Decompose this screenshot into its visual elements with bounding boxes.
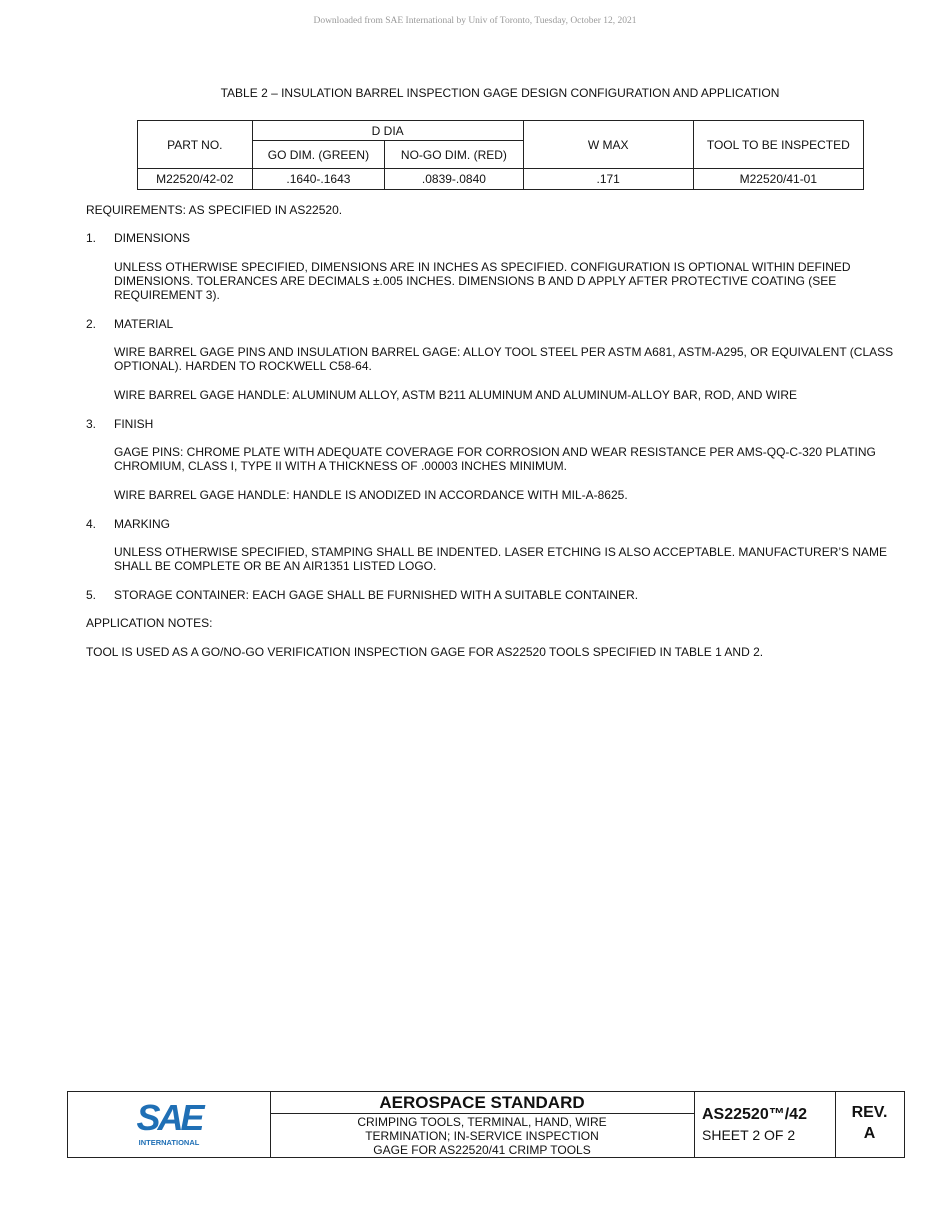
- item-title-marking: MARKING: [114, 517, 171, 531]
- item-number: 4.: [86, 517, 97, 531]
- header-nogo-dim: NO-GO DIM. (RED): [385, 141, 523, 169]
- item-title-dimensions: DIMENSIONS: [114, 231, 191, 245]
- header-tool: TOOL TO BE INSPECTED: [693, 121, 863, 169]
- header-go-dim: GO DIM. (GREEN): [252, 141, 385, 169]
- item-number: 2.: [86, 317, 97, 331]
- header-w-max: W MAX: [523, 121, 693, 169]
- revision-value: A: [863, 1125, 876, 1142]
- download-watermark: Downloaded from SAE International by Univ of Toronto, Tuesday, October 12, 2021: [313, 16, 637, 26]
- item-number: 5.: [86, 588, 97, 602]
- item-number: 1.: [86, 231, 97, 245]
- description-line: TERMINATION; IN-SERVICE INSPECTION: [365, 1129, 599, 1143]
- marking-text: UNLESS OTHERWISE SPECIFIED, STAMPING SHALL BE INDENTED. LASER ETCHING IS ALSO ACCEPTABLE. MANUFACTURER’S NAME SHALL BE COMPLETE OR BE AN AIR1351 LISTED LOGO.: [114, 545, 888, 573]
- finish-text-1: GAGE PINS: CHROME PLATE WITH ADEQUATE COVERAGE FOR CORROSION AND WEAR RESISTANCE PER AMS-QQ-C-320 PLATING CHROMIUM, CLASS I, TYPE II WITH A THICKNESS OF .00003 INCHES MINIMUM.: [114, 445, 876, 473]
- sae-logo-text: SAE: [136, 1097, 202, 1138]
- cell-go: .1640-.1643: [252, 169, 385, 190]
- gage-spec-table: [137, 120, 864, 190]
- finish-text-2: WIRE BARREL GAGE HANDLE: HANDLE IS ANODIZED IN ACCORDANCE WITH MIL-A-8625.: [114, 488, 628, 502]
- cell-w-max: .171: [523, 169, 693, 190]
- item-title-storage: STORAGE CONTAINER: EACH GAGE SHALL BE FURNISHED WITH A SUITABLE CONTAINER.: [114, 588, 639, 602]
- table-header-row: [138, 121, 864, 141]
- header-d-dia: D DIA: [252, 121, 523, 141]
- sheet-number: SHEET 2 OF 2: [702, 1127, 796, 1143]
- title-block: [67, 1091, 905, 1158]
- item-title-material: MATERIAL: [114, 317, 174, 331]
- cell-nogo: .0839-.0840: [385, 169, 523, 190]
- sae-logo-icon: [68, 1092, 270, 1157]
- description-line: CRIMPING TOOLS, TERMINAL, HAND, WIRE: [357, 1115, 607, 1129]
- header-part-no: PART NO.: [138, 121, 253, 169]
- application-text: TOOL IS USED AS A GO/NO-GO VERIFICATION INSPECTION GAGE FOR AS22520 TOOLS SPECIFIED IN TABLE 1 AND 2.: [86, 645, 764, 659]
- document-number-cell: [694, 1092, 836, 1157]
- requirements-intro: REQUIREMENTS: AS SPECIFIED IN AS22520.: [86, 203, 343, 217]
- description-line: GAGE FOR AS22520/41 CRIMP TOOLS: [373, 1143, 591, 1157]
- item-title-finish: FINISH: [114, 417, 154, 431]
- item-number: 3.: [86, 417, 97, 431]
- material-text-1: WIRE BARREL GAGE PINS AND INSULATION BARREL GAGE: ALLOY TOOL STEEL PER ASTM A681, ASTM-A295, OR EQUIVALENT (CLASS OPTIONAL). HARDEN TO ROCKWELL C58-64.: [114, 345, 894, 373]
- material-text-2: WIRE BARREL GAGE HANDLE: ALUMINUM ALLOY, ASTM B211 ALUMINUM AND ALUMINUM-ALLOY BAR, ROD, AND WIRE: [114, 388, 798, 402]
- table-row: [138, 169, 864, 190]
- document-description: [270, 1115, 694, 1157]
- sae-logo-cell: [68, 1092, 271, 1157]
- sae-logo-subtext: INTERNATIONAL: [138, 1138, 200, 1147]
- revision-label: REV.: [851, 1104, 888, 1121]
- application-title: APPLICATION NOTES:: [86, 616, 213, 630]
- revision-cell: [835, 1092, 904, 1157]
- cell-tool: M22520/41-01: [693, 169, 863, 190]
- table-title: TABLE 2 – INSULATION BARREL INSPECTION GAGE DESIGN CONFIGURATION AND APPLICATION: [220, 86, 780, 100]
- title-center-cell: [270, 1092, 695, 1157]
- cell-part-no: M22520/42-02: [138, 169, 253, 190]
- standard-title: AEROSPACE STANDARD: [270, 1092, 694, 1114]
- document-number: AS22520™/42: [702, 1106, 807, 1123]
- dimensions-text: UNLESS OTHERWISE SPECIFIED, DIMENSIONS ARE IN INCHES AS SPECIFIED. CONFIGURATION IS OPTIONAL WITHIN DEFINED DIMENSIONS. TOLERANCES ARE DECIMALS ±.005 INCHES. DIMENSIONS B AND D APPLY AFTER PROTECTIVE COATING (SEE REQUIREMENT 3).: [114, 260, 851, 302]
